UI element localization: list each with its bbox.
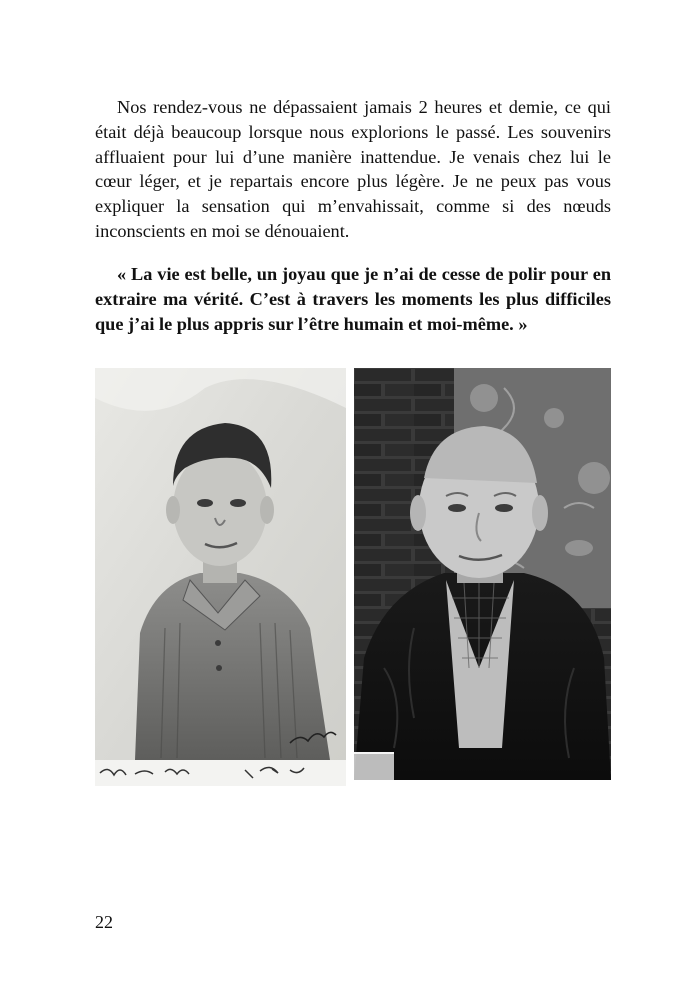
photo-elderly-man	[354, 368, 611, 780]
photo-young-man	[95, 368, 346, 786]
body-paragraph: Nos rendez-vous ne dépassaient jamais 2 heures et demie, ce qui était déjà beaucoup lorsque nous explorions le passé. Les souvenirs affluaient pour lui d’une manière inattendue. Je venais chez lui le cœur léger, et je repartais encore plus légère. Je ne peux pas vous expliquer la sensation qui m’envahissait, comme si des nœuds inconscients en moi se dénouaient.	[95, 97, 611, 241]
pull-quote: « La vie est belle, un joyau que je n’ai de cesse de polir pour en extraire ma vérité. C’est à travers les moments les plus difficiles que j’ai le plus appris sur l’être humain et moi-même. »	[95, 264, 611, 334]
page-number: 22	[95, 912, 113, 932]
